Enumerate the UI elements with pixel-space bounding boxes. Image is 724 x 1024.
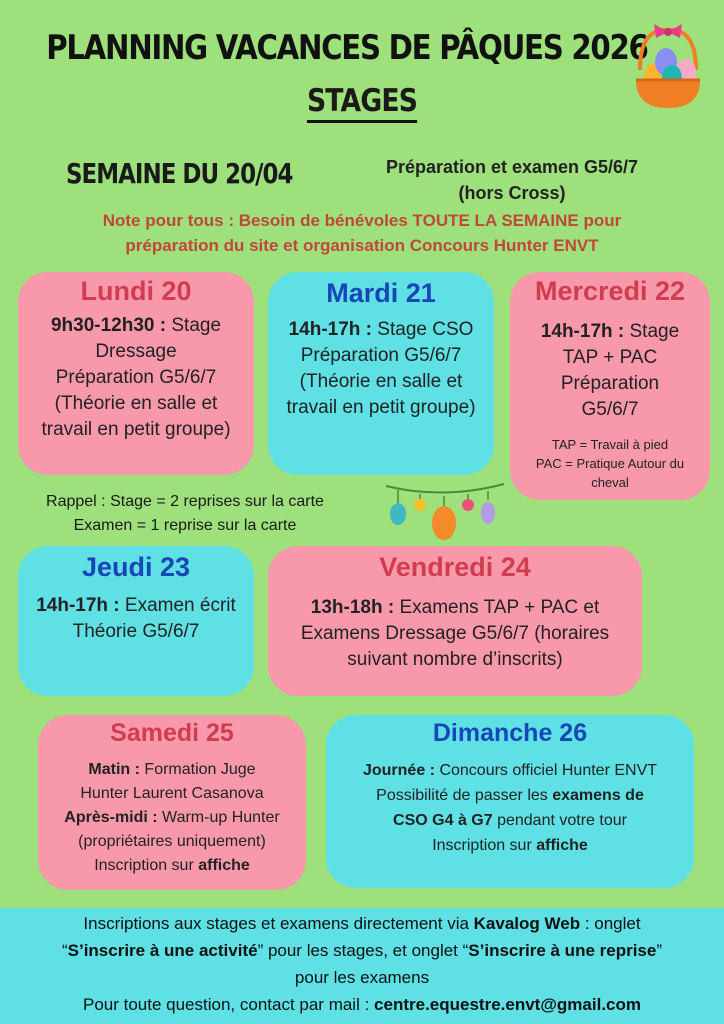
text: Préparation G5/6/7: [55, 367, 217, 388]
abbrev-notes: [510, 435, 710, 492]
kavalog-link: Kavalog Web: [473, 914, 581, 933]
text: Hunter Laurent Casanova: [80, 785, 264, 802]
day-details: [38, 758, 306, 878]
prep-text: [352, 154, 672, 206]
text: Théorie G5/6/7: [72, 621, 200, 642]
text: Inscriptions aux stages et examens directement via: [83, 914, 474, 933]
time-label: 14h-17h :: [540, 321, 625, 342]
prep-line-2: (hors Cross): [458, 183, 566, 203]
text: Possibilité de passer les: [376, 787, 553, 804]
day-details: [18, 313, 254, 443]
label: affiche: [198, 857, 250, 874]
text: suivant nombre d’inscrits): [347, 649, 563, 670]
text: travail en petit groupe): [41, 419, 231, 440]
footer-info: [0, 908, 724, 1024]
footer-line-4: [0, 991, 724, 1018]
text: Dressage: [95, 341, 177, 362]
day-details: [268, 317, 494, 421]
label: CSO G4 à G7: [393, 812, 493, 829]
card-vendredi: [268, 546, 642, 696]
text: TAP = Travail à pied: [551, 437, 669, 452]
text: Stage: [166, 315, 222, 336]
day-title: Samedi 25: [110, 719, 234, 747]
day-details: [326, 758, 694, 858]
text: Formation Juge: [139, 761, 256, 778]
text: Stage CSO: [372, 319, 474, 340]
time-label: 14h-17h :: [36, 595, 120, 616]
day-title: Mardi 21: [326, 278, 436, 308]
label: S’inscrire à une reprise: [468, 941, 657, 960]
label: Matin :: [88, 761, 140, 778]
day-title: Dimanche 26: [432, 719, 588, 747]
rappel-line-2: Examen = 1 reprise sur la carte: [73, 517, 297, 534]
text: Concours officiel Hunter ENVT: [435, 762, 658, 779]
day-details: [268, 595, 642, 673]
text: cheval: [591, 475, 629, 490]
easter-garland-icon: [382, 478, 508, 542]
text: Pour toute question, contact par mail :: [82, 995, 375, 1014]
text: “: [61, 941, 68, 960]
label: affiche: [536, 837, 588, 854]
day-title: Lundi 20: [80, 276, 192, 306]
note-line-1: Note pour tous : Besoin de bénévoles TOUTE LA SEMAINE pour: [102, 211, 622, 230]
volunteer-note: [0, 208, 724, 258]
text: ”: [656, 941, 663, 960]
footer-line-1: [0, 910, 724, 937]
card-dimanche: [326, 715, 694, 888]
text: ” pour les stages, et onglet “: [257, 941, 469, 960]
text: travail en petit groupe): [286, 397, 476, 418]
text: TAP + PAC: [562, 347, 658, 368]
text: Préparation: [560, 373, 660, 394]
card-lundi: [18, 272, 254, 475]
text: Examens Dressage G5/6/7 (horaires: [300, 623, 610, 644]
rappel-text: [20, 490, 350, 538]
text: Préparation G5/6/7: [300, 345, 462, 366]
text: Inscription sur: [432, 837, 537, 854]
text: pendant votre tour: [492, 812, 627, 829]
contact-email[interactable]: centre.equestre.envt@gmail.com: [374, 995, 641, 1014]
text: PAC = Pratique Autour du: [535, 456, 685, 471]
text: (Théorie en salle et: [299, 371, 463, 392]
day-title: Vendredi 24: [379, 552, 531, 582]
text: G5/6/7: [581, 399, 639, 420]
text: Examen écrit: [119, 595, 236, 616]
footer-line-3: pour les examens: [294, 968, 430, 987]
time-label: 14h-17h :: [288, 319, 373, 340]
day-title: Mercredi 22: [534, 276, 686, 306]
day-title: Jeudi 23: [81, 552, 191, 582]
note-line-2: préparation du site et organisation Concours Hunter ENVT: [125, 236, 599, 255]
card-jeudi: [18, 546, 254, 696]
page-title: PLANNING VACANCES DE PÂQUES 2026: [46, 28, 648, 68]
label: Après-midi :: [64, 809, 158, 826]
day-details: [18, 593, 254, 645]
label: S’inscrire à une activité: [67, 941, 258, 960]
text: Stage: [624, 321, 680, 342]
easter-basket-icon: [630, 22, 706, 112]
prep-line-1: Préparation et examen G5/6/7: [385, 157, 639, 177]
label: Journée :: [362, 762, 435, 779]
text: (Théorie en salle et: [54, 393, 218, 414]
text: : onglet: [580, 914, 641, 933]
card-samedi: [38, 715, 306, 890]
time-label: 13h-18h :: [310, 597, 395, 618]
label: examens de: [552, 787, 644, 804]
text: Inscription sur: [94, 857, 199, 874]
time-label: 9h30-12h30 :: [50, 315, 167, 336]
page-subtitle: [0, 82, 724, 123]
day-details: [510, 319, 710, 423]
card-mardi: [268, 272, 494, 475]
week-heading: SEMAINE DU 20/04: [66, 157, 293, 190]
text: Examens TAP + PAC et: [394, 597, 600, 618]
text: Warm-up Hunter: [157, 809, 280, 826]
text: (propriétaires uniquement): [78, 833, 266, 850]
rappel-line-1: Rappel : Stage = 2 reprises sur la carte: [46, 493, 324, 510]
card-mercredi: [510, 272, 710, 500]
subtitle-text: STAGES: [307, 82, 417, 123]
footer-line-2: [0, 937, 724, 964]
